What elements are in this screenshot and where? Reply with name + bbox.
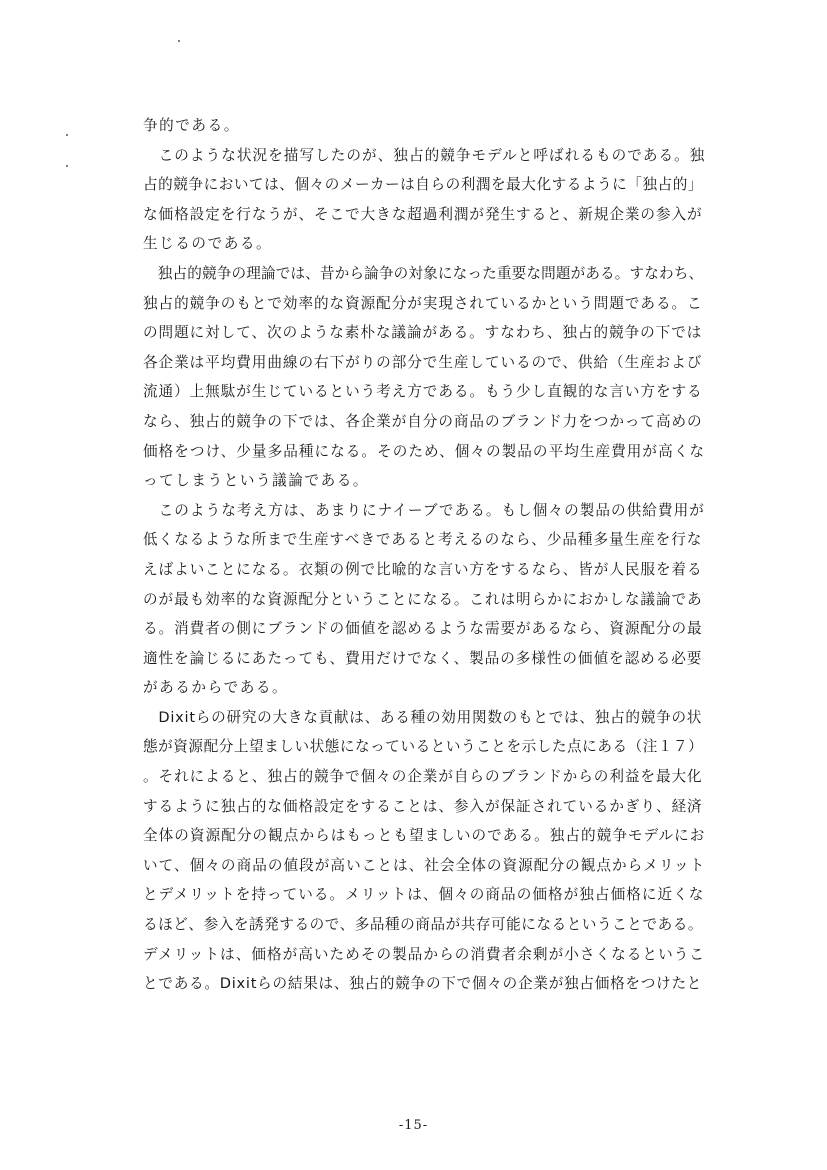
text-line: な価格設定を行なうが、そこで大きな超過利潤が発生すると、新規企業の参入が [143, 205, 703, 223]
text-line: る。消費者の側にブランドの価値を認めるような需要があるなら、資源配分の最 [143, 620, 703, 638]
scan-speck [66, 165, 68, 167]
body-text [143, 111, 705, 999]
text-line: があるからである。 [143, 679, 289, 697]
page-number: -15- [398, 1118, 429, 1133]
text-line: ってしまうという議論である。 [143, 472, 370, 490]
scan-speck [66, 134, 68, 136]
text-line: いて、個々の商品の値段が高いことは、社会全体の資源配分の観点からメリット [143, 856, 705, 874]
text-line: するように独占的な価格設定をすることは、参入が保証されているかぎり、経済 [143, 797, 703, 815]
text-line: 。それによると、独占的競争で個々の企業が自らのブランドからの利益を最大化 [143, 768, 703, 786]
text-line: 各企業は平均費用曲線の右下がりの部分で生産しているので、供給（生産および [143, 353, 703, 371]
text-line: 態が資源配分上望ましい状態になっているということを示した点にある（注１７） [143, 738, 704, 756]
text-line: の問題に対して、次のような素朴な議論がある。すなわち、独占的競争の下では [143, 324, 703, 342]
text-line: デメリットは、価格が高いためその製品からの消費者余剰が小さくなるというこ [143, 945, 705, 963]
text-line: このような状況を描写したのが、独占的競争モデルと呼ばれるものである。独 [143, 146, 705, 164]
text-line: 占的競争においては、個々のメーカーは自らの利潤を最大化するように「独占的」 [143, 176, 704, 194]
text-line: Dixitらの研究の大きな貢献は、ある種の効用関数のもとでは、独占的競争の状 [143, 708, 703, 726]
text-line: るほど、参入を誘発するので、多品種の商品が共存可能になるということである。 [143, 916, 704, 934]
text-line: 低くなるような所まで生産すべきであると考えるのなら、少品種多量生産を行な [143, 531, 703, 549]
text-line: のが最も効率的な資源配分ということになる。これは明らかにおかしな議論であ [143, 590, 703, 608]
text-line: なら、独占的競争の下では、各企業が自分の商品のブランド力をつかって高めの [143, 412, 703, 430]
text-line: とデメリットを持っている。メリットは、個々の商品の価格が独占価格に近くな [143, 886, 705, 904]
text-line: 生じるのである。 [143, 235, 273, 253]
scan-speck [178, 40, 180, 42]
text-line: このような考え方は、あまりにナイーブである。もし個々の製品の供給費用が [143, 501, 705, 519]
text-line: 独占的競争のもとで効率的な資源配分が実現されているかという問題である。こ [143, 294, 703, 312]
text-line: 適性を論じるにあたっても、費用だけでなく、製品の多様性の価値を認める必要 [143, 649, 703, 667]
text-line: 全体の資源配分の観点からはもっとも望ましいのである。独占的競争モデルにお [143, 827, 705, 845]
text-line: とである。Dixitらの結果は、独占的競争の下で個々の企業が独占価格をつけたと [143, 975, 703, 993]
text-line: 独占的競争の理論では、昔から論争の対象になった重要な問題がある。すなわち、 [143, 264, 704, 282]
text-line: 流通）上無駄が生じているという考え方である。もう少し直観的な言い方をする [143, 383, 703, 401]
text-line: 価格をつけ、少量多品種になる。そのため、個々の製品の平均生産費用が高くな [143, 442, 705, 460]
text-line: えばよいことになる。衣類の例で比喩的な言い方をするなら、皆が人民服を着る [143, 560, 703, 578]
text-line: 争的である。 [143, 117, 240, 134]
